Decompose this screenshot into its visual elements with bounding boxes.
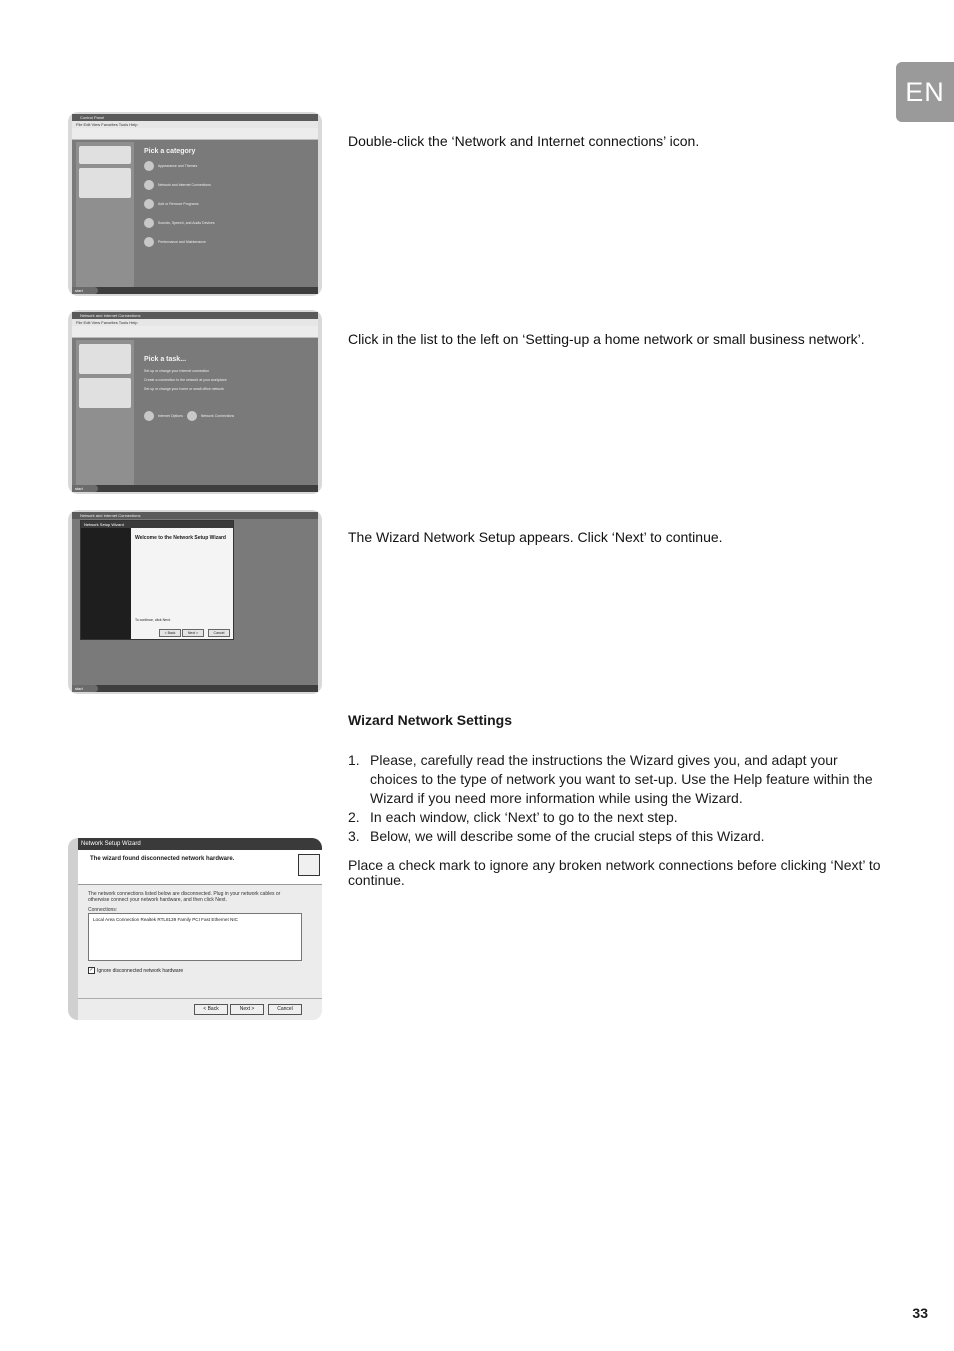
task-item: Set up or change your home or small office network	[144, 387, 224, 391]
start-button: start	[72, 287, 98, 294]
instruction-item: 3. Below, we will describe some of the crucial steps of this Wizard.	[348, 828, 765, 844]
category-icon	[144, 237, 154, 247]
background-window	[72, 512, 318, 692]
network-connections-window	[72, 312, 318, 492]
checkbox-check-icon: ✓	[89, 967, 94, 973]
troubleshooters-panel	[79, 378, 131, 408]
network-connections-screenshot	[68, 310, 322, 494]
network-hardware-icon	[298, 854, 320, 876]
category-item: Add or Remove Programs	[144, 199, 318, 209]
sidebar-panel	[79, 146, 131, 164]
category-icon	[144, 161, 154, 171]
cancel-button: Cancel	[268, 1004, 302, 1015]
wizard-banner-graphic	[81, 528, 131, 639]
connections-list	[88, 913, 302, 961]
page-number: 33	[912, 1305, 928, 1321]
connections-label: Connections:	[88, 907, 118, 913]
internet-options-icon	[144, 411, 154, 421]
wizard-welcome-screenshot	[68, 510, 322, 694]
window-title: Network and Internet Connections	[72, 312, 318, 319]
wizard-body	[78, 885, 322, 1020]
see-also-panel	[79, 168, 131, 198]
step-3-text: The Wizard Network Setup appears. Click ‘Next’ to continue.	[348, 529, 723, 545]
wizard-header	[78, 850, 322, 885]
sidebar	[76, 142, 134, 287]
section-title: Wizard Network Settings	[348, 712, 513, 728]
category-content	[138, 142, 318, 287]
see-also-panel	[79, 344, 131, 374]
wizard-footer: To continue, click Next.	[135, 618, 171, 622]
category-item: Performance and Maintenance	[144, 237, 318, 247]
instruction-list	[348, 751, 888, 846]
instruction-item: 2. In each window, click ‘Next’ to go to the next step.	[348, 809, 678, 825]
cancel-button: Cancel	[208, 629, 230, 637]
back-button: < Back	[194, 1004, 228, 1015]
category-item: Appearance and Themes	[144, 161, 318, 171]
task-item: Set up or change your Internet connection	[144, 369, 210, 373]
window-title: Control Panel	[72, 114, 318, 121]
category-item: Network and Internet Connections	[144, 180, 318, 190]
wizard-hardware-screenshot	[68, 838, 322, 1020]
menu-bar: File Edit View Favorites Tools Help	[72, 121, 318, 128]
taskbar	[72, 287, 318, 294]
step-2-text: Click in the list to the left on ‘Setting-up a home network or small business network’.	[348, 331, 865, 347]
connection-item: Local Area Connection Realtek RTL8139 Family PCI Fast Ethernet NIC	[93, 917, 238, 922]
next-button: Next >	[182, 629, 204, 637]
toolbar	[72, 326, 318, 338]
language-tab: EN	[896, 62, 954, 122]
category-icon	[144, 199, 154, 209]
wizard-heading: The wizard found disconnected network hardware.	[90, 856, 235, 862]
content-heading: Pick a task...	[144, 356, 187, 363]
taskbar	[72, 685, 318, 692]
menu-bar: File Edit View Favorites Tools Help	[72, 319, 318, 326]
instruction-item: 1. Please, carefully read the instructions the Wizard gives you, and adapt your choices to the type of network you want to set-up. Use the Help feature within the Wizard if you need more information while using the Wizard.	[348, 752, 873, 806]
wizard-dialog	[80, 520, 234, 640]
toolbar	[72, 128, 318, 140]
sidebar	[76, 340, 134, 485]
control-panel-window	[72, 114, 318, 294]
checkbox-note: Place a check mark to ignore any broken network connections before clicking ‘Next’ to continue.	[348, 857, 881, 888]
category-icon	[144, 218, 154, 228]
separator	[78, 998, 322, 999]
content-heading: Pick a category	[144, 148, 196, 155]
wizard-title: Network Setup Wizard	[81, 521, 233, 528]
ignore-hardware-checkbox	[88, 967, 183, 974]
back-button: < Back	[159, 629, 181, 637]
task-content	[138, 340, 318, 485]
taskbar	[72, 485, 318, 492]
checkbox-label: Ignore disconnected network hardware	[97, 967, 184, 974]
network-connections-icon	[187, 411, 197, 421]
start-button: start	[72, 685, 98, 692]
step-1-text: Double-click the ‘Network and Internet connections’ icon.	[348, 133, 700, 149]
control-panel-icons-row: Internet Options Network Connections	[144, 411, 318, 421]
wizard-heading: Welcome to the Network Setup Wizard	[135, 535, 226, 541]
task-item: Create a connection to the network at your workplace	[144, 378, 227, 382]
window-title: Network and Internet Connections	[72, 512, 318, 519]
control-panel-screenshot	[68, 112, 322, 296]
network-icon	[144, 180, 154, 190]
category-item: Sounds, Speech, and Audio Devices	[144, 218, 318, 228]
wizard-paragraph: The network connections listed below are disconnected. Plug in your network cables or otherwise connect your network hardware, and then click Next.	[88, 891, 281, 903]
start-button: start	[72, 485, 98, 492]
wizard-title: Network Setup Wizard	[78, 838, 322, 850]
next-button: Next >	[230, 1004, 264, 1015]
